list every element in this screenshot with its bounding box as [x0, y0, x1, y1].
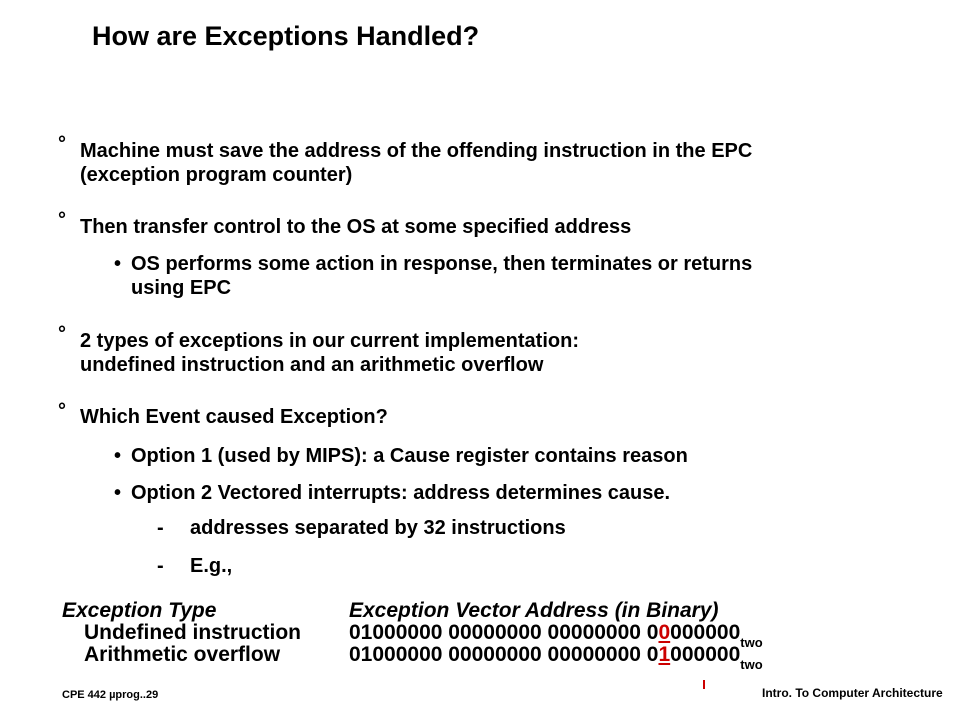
footer-slide-number: CPE 442 µprog..29 — [62, 689, 159, 701]
degree-bullet-icon: ° — [58, 323, 66, 345]
footer-course-title: Intro. To Computer Architecture — [762, 686, 943, 700]
slide-title: How are Exceptions Handled? — [92, 21, 480, 51]
degree-bullet-icon: ° — [58, 133, 66, 155]
dot-bullet-icon: • — [114, 253, 122, 275]
bullet-text: (exception program counter) — [80, 164, 353, 186]
base-subscript: two — [740, 657, 763, 672]
bullet-text: Option 2 Vectored interrupts: address determines cause. — [131, 482, 671, 504]
base-subscript: two — [740, 635, 763, 650]
highlight-marker — [703, 680, 705, 689]
bullet-text: E.g., — [190, 555, 233, 577]
bullet-text: OS performs some action in response, then terminates or returns — [131, 253, 753, 275]
dot-bullet-icon: • — [114, 445, 122, 467]
bullet-text: Which Event caused Exception? — [80, 406, 388, 428]
bullet-text: 2 types of exceptions in our current implementation: — [80, 330, 579, 352]
exception-type-cell: Arithmetic overflow — [84, 643, 281, 666]
dot-bullet-icon: • — [114, 482, 122, 504]
dash-bullet-icon: - — [157, 517, 164, 539]
highlighted-bit: 0 — [658, 621, 671, 644]
degree-bullet-icon: ° — [58, 400, 66, 422]
highlighted-bit: 1 — [658, 643, 671, 666]
exception-type-cell: Undefined instruction — [84, 621, 301, 644]
address-suffix: 000000 — [670, 621, 741, 644]
dash-bullet-icon: - — [157, 555, 164, 577]
address-prefix: 01000000 00000000 00000000 0 — [349, 643, 659, 666]
bullet-text: Then transfer control to the OS at some specified address — [80, 216, 632, 238]
header-exception-type: Exception Type — [62, 599, 217, 622]
bullet-text: Option 1 (used by MIPS): a Cause register contains reason — [131, 445, 688, 467]
degree-bullet-icon: ° — [58, 209, 66, 231]
address-suffix: 000000 — [670, 643, 741, 666]
bullet-text: undefined instruction and an arithmetic overflow — [80, 354, 544, 376]
bullet-text: using EPC — [131, 277, 232, 299]
header-vector-address: Exception Vector Address (in Binary) — [349, 599, 719, 622]
vector-address-cell — [349, 643, 763, 672]
bullet-text: addresses separated by 32 instructions — [190, 517, 566, 539]
address-prefix: 01000000 00000000 00000000 0 — [349, 621, 659, 644]
bullet-text: Machine must save the address of the offending instruction in the EPC — [80, 140, 753, 162]
